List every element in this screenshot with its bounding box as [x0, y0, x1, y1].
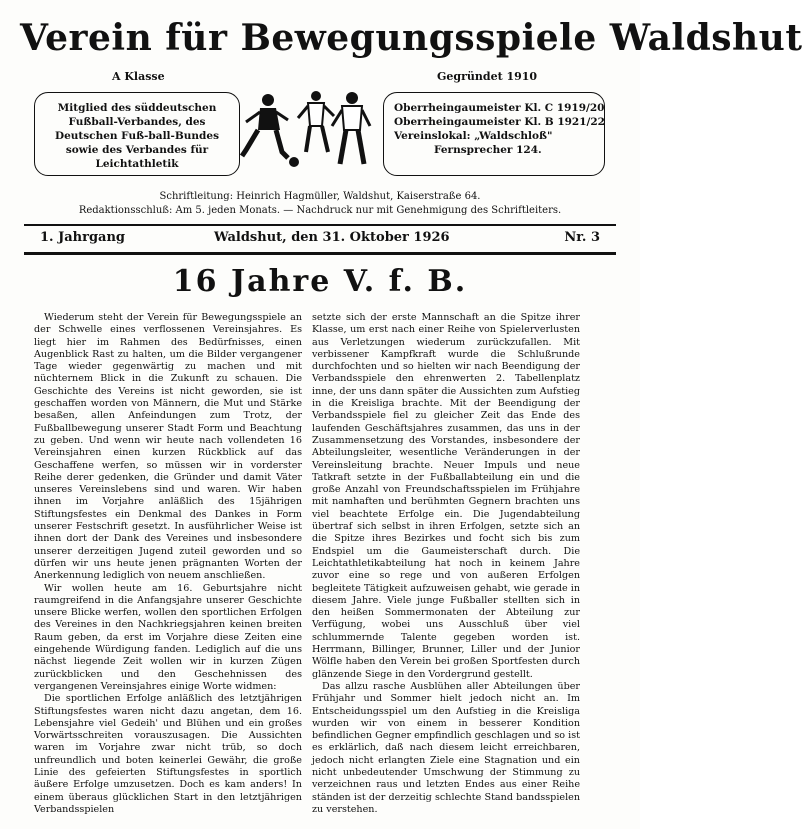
editor-line: Schriftleitung: Heinrich Hagmüller, Waldshut, Kaiserstraße 64. [159, 191, 481, 202]
founded-label: Gegründet 1910 [437, 70, 538, 83]
bottom-rule [24, 252, 616, 255]
volume-label: 1. Jahrgang [40, 230, 126, 245]
article-column-right [312, 312, 580, 816]
issue-number: Nr. 3 [564, 230, 600, 245]
article-paragraph: Die sportlichen Erfolge anläßlich des letztjährigen Stiftungsfestes waren nicht dazu angetan, dem 16. Lebensjahre viel Gedeih' und Blühen und ein großes Vorwärtsschreiten vorauszusagen. Die Aussichten waren im Vorjahre zwar nicht trüb, so doch unfreundlich und boten keinerlei Gewähr, die große Linie des gefeierten Stiftungsfestes in sportlich äußere Erfolge umzusetzen. Doch es kam anders! In einem überaus glücklichen Start in den letztjährigen Verbandsspielen [34, 693, 302, 815]
honors-line-1: Oberrheingaumeister Kl. C 1919/20 [394, 102, 605, 114]
honors-line-4: Fernsprecher 124. [434, 144, 542, 156]
article-paragraph: setzte sich der erste Mannschaft an die Spitze ihrer Klasse, um erst nach einer Reihe von Spielerverlusten aus Verletzungen wiederum zurückzufallen. Mit verbissener Kampfkraft wurde die Schlußrunde durchfochten und so hielten wir nach Beendigung der Verbandsspiele den ehrenwerten 2. Tabellenplatz inne, der uns dann später die Aussichten zum Aufstieg in die Kreisliga brachte. Mit der Beendigung der Verbandsspiele fiel zu gleicher Zeit das Ende des laufenden Geschäftsjahres zusammen, das uns in der Zusammensetzung des Vorstandes, insbesondere der Abteilungsleiter, wesentliche Veränderungen in der Vereinsleitung brachte. Neuer Impuls und neue Tatkraft setzte in der Fußballabteilung ein und die große Anzahl von Freundschaftsspielen im Frühjahre mit namhaften und berühmten Gegnern brachten uns viel beachtete Erfolge ein. Die Jugendabteilung übertraf sich selbst in ihren Erfolgen, setzte sich an die Spitze ihres Bezirkes und focht sich bis zum Endspiel um die Gaumeisterschaft durch. Die Leichtathletikabteilung hat noch in keinem Jahre zuvor eine so rege und von außeren Erfolgen begleitete Tätigkeit aufzuweisen gehabt, wie gerade in diesem Jahre. Viele junge Fußballer stellten sich in den heißen Sommermonaten der Abteilung zur Verfügung, wobei uns Ausschluß über viel schlummernde Talente gegeben worden ist. Herrmann, Billinger, Brunner, Liller und der Junior Wölfle haben den Verein bei großen Sportfesten durch glänzende Siege in den Vordergrund gestellt. [312, 312, 580, 680]
honors-line-3: Vereinslokal: „Waldschloß" [394, 130, 553, 142]
article-title: 16 Jahre V. f. B. [172, 264, 468, 299]
membership-text: Mitglied des süddeutschen Fußball-Verbandes, des Deutschen Fuß-ball-Bundes sowie des Verbandes für Leichtathletik [55, 102, 219, 170]
honors-box [383, 92, 605, 176]
article-column-left [34, 312, 302, 816]
dateline [40, 230, 600, 250]
article-paragraph: Wir wollen heute am 16. Geburtsjahre nicht raumgreifend in die Anfangsjahre unserer Geschichte unsere Blicke werfen, wollen den sportlichen Erfolgen des Vereines in den Nachkriegsjahren keinen breiten Raum geben, da erst im Vorjahre diese Zeiten eine eingehende Würdigung fanden. Lediglich auf die uns nächst liegende Zeit wollen wir in kurzen Zügen zurückblicken und den Geschehnissen des vergangenen Vereinsjahres einige Worte widmen: [34, 582, 302, 692]
membership-box [34, 92, 240, 176]
article-paragraph: Wiederum steht der Verein für Bewegungsspiele an der Schwelle eines verflossenen Vereinsjahres. Es liegt hier im Rahmen des Bedürfnisses, einen Augenblick Rast zu halten, um die Bilder vergangener Tage wieder gegenwärtig zu machen und mit nüchternem Blick in die Zukunft zu schauen. Die Geschichte des Vereins ist nicht geworden, sie ist geschaffen worden von Männern, die Mut und Stärke besaßen, allen Anfeindungen zum Trotz, der Fußballbewegung unserer Stadt Form und Beachtung zu geben. Und wenn wir heute nach vollendeten 16 Vereinsjahren einen kurzen Rückblick auf das Geschaffene werfen, so müssen wir in vorderster Reihe derer gedenken, die Gründer und damit Väter unseres Vereinslebens sind und waren. Wir haben ihnen im Vorjahre anläßlich des 15jährigen Stiftungsfestes ein Denkmal des Dankes in Form unserer Festschrift gesetzt. In ausführlicher Weise ist ihnen dort der Dank des Vereines und insbesondere unserer derzeitigen Jugend zuteil geworden und so dürfen wir uns heute jenen prägnanten Worten der Anerkennung lediglich von neuem anschließen. [34, 312, 302, 582]
credits-block [40, 190, 600, 218]
deadline-line: Redaktionsschluß: Am 5. jeden Monats. — Nachdruck nur mit Genehmigung des Schriftleiters. [78, 205, 562, 216]
masthead-title: Verein für Bewegungsspiele Waldshut [20, 17, 802, 59]
top-rule [24, 224, 616, 226]
place-date-label: Waldshut, den 31. Oktober 1926 [214, 230, 450, 245]
klasse-label: A Klasse [112, 70, 165, 83]
football-players-illustration [236, 86, 376, 178]
honors-line-2: Oberrheingaumeister Kl. B 1921/22 [394, 116, 605, 128]
article-paragraph: Das allzu rasche Ausblühen aller Abteilungen über Frühjahr und Sommer hielt jedoch nicht an. Im Entscheidungsspiel um den Aufstieg in die Kreisliga wurden wir von einem in besserer Kondition befindlichen Gegner empfindlich geschlagen und so ist es erklärlich, daß nach diesem leicht erreichbaren, jedoch nicht erlangten Ziele eine Stagnation und ein nicht unbedeutender Umschwung der Stimmung zu verzeichnen raus und letzten Endes aus einer Reihe ständen ist der derzeitig schlechte Stand bandsspielen zu verstehen. [312, 680, 580, 815]
